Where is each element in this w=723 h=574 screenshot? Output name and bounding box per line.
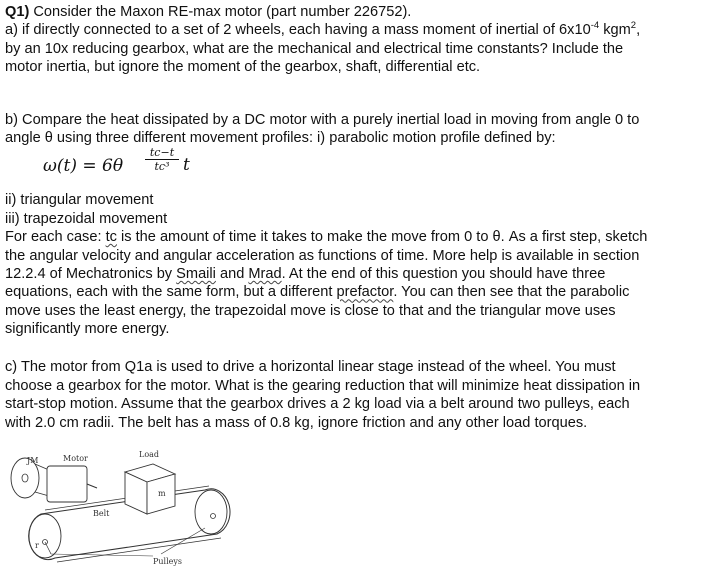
velocity-formula: [5, 147, 717, 191]
q1a-line-1: [5, 21, 717, 39]
unit-text: kgm: [599, 22, 631, 39]
text-segment: 12.2.4 of Mechatronics by: [5, 265, 177, 282]
exponent-denominator: tc³: [154, 160, 170, 174]
punctuation: ,: [636, 22, 641, 39]
partb-para-line-6: significantly more energy.: [5, 321, 170, 338]
partc-line-2: choose a gearbox for the motor. What is the gearing reduction that will minimize heat dissipation in: [5, 377, 641, 394]
q1a-line-2: by an 10x reducing gearbox, what are the mechanical and electrical time constants? Include the: [5, 40, 624, 57]
text-segment: is the amount of time it takes to make the move from 0 to θ. As a first step, sketch: [116, 229, 648, 246]
unit-exponent: 2: [630, 20, 637, 32]
spacer: [5, 338, 717, 358]
partb-para-line-3: [5, 265, 717, 283]
partb-para-line-5: move uses the least energy, the trapezoidal move is close to that and the triangular move uses: [5, 302, 616, 319]
spacer: [5, 77, 717, 111]
load-box-icon: [125, 464, 175, 514]
partb-line-1: b) Compare the heat dissipated by a DC motor with a purely inertial load in moving from angle 0 to: [5, 111, 640, 128]
author-name: Smaili: [176, 265, 216, 282]
partb-item-ii: ii) triangular movement: [5, 192, 154, 209]
left-pulley-icon: [29, 514, 61, 558]
partb-para-line-1: [5, 228, 717, 246]
formula-t: t: [183, 155, 190, 176]
spellcheck-word: prefactor: [336, 284, 394, 301]
belt-drive-figure: [5, 444, 245, 572]
formula-exponent: [145, 147, 179, 174]
partc-line-3: start-stop motion. Assume that the gearbox drives a 2 kg load via a belt around two pulleys, each: [5, 396, 630, 413]
radius-label: r: [35, 541, 39, 550]
partb-para-line-2: the angular velocity and angular acceleration as functions of time. More help is available in section: [5, 247, 640, 264]
belt-label: Belt: [93, 509, 110, 518]
text-segment: equations, each with the same form, but a different: [5, 284, 337, 301]
tc-symbol: tc: [105, 229, 117, 246]
exponent: -4: [590, 20, 600, 32]
right-pulley-icon: [195, 490, 227, 534]
partb-para-line-4: [5, 283, 717, 301]
problem-document: [5, 3, 717, 432]
q1-intro-line: [5, 3, 717, 21]
partc-line-1: c) The motor from Q1a is used to drive a horizontal linear stage instead of the wheel. You must: [5, 359, 616, 376]
q1-intro: Consider the Maxon RE-max motor (part number 226752).: [29, 4, 412, 20]
load-label: Load: [139, 450, 160, 459]
motor-label: Motor: [63, 454, 88, 463]
partc-line-4: with 2.0 cm radii. The belt has a mass of 0.8 kg, ignore friction and any other load torques.: [5, 414, 588, 431]
formula-lhs: ω(t) = 6θ: [43, 156, 124, 177]
author-name: Mrad: [248, 265, 282, 282]
text-segment: . You can then see that the parabolic: [393, 284, 630, 301]
partb-line-2: angle θ using three different movement profiles: i) parabolic motion profile defined by:: [5, 129, 556, 146]
q1a-text: a) if directly connected to a set of 2 wheels, each having a mass moment of inertial of 6x10: [5, 22, 591, 39]
mass-label: m: [158, 489, 166, 498]
question-label: Q1): [5, 4, 30, 20]
exponent-numerator: tc−t: [145, 147, 179, 160]
motor-body-icon: [47, 466, 97, 502]
partb-item-iii: iii) trapezoidal movement: [5, 210, 168, 227]
q1a-line-3: motor inertia, but ignore the moment of the gearbox, shaft, differential etc.: [5, 59, 481, 76]
jm-label: JM: [27, 456, 39, 465]
text-segment: For each case:: [5, 229, 106, 246]
text-segment: and: [215, 265, 249, 282]
pulleys-label: Pulleys: [153, 557, 183, 566]
text-segment: . At the end of this question you should have three: [281, 265, 606, 282]
